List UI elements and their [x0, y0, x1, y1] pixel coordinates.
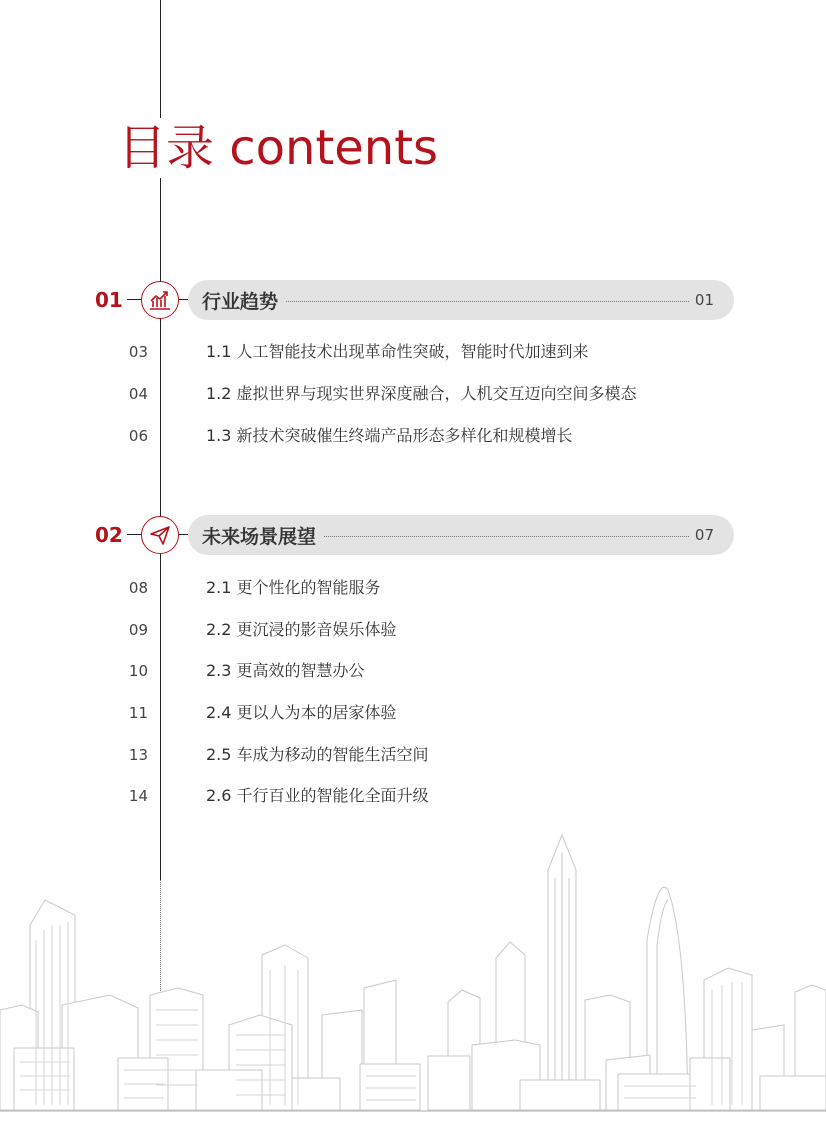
connector-line	[179, 299, 188, 300]
city-skyline-illustration	[0, 830, 826, 1122]
toc-item-text: 2.1 更个性化的智能服务	[206, 578, 381, 597]
toc-item[interactable]	[0, 618, 826, 642]
toc-item[interactable]	[0, 424, 826, 448]
toc-item-page: 09	[128, 621, 148, 639]
toc-item-text: 1.2 虚拟世界与现实世界深度融合，人机交互迈向空间多模态	[206, 384, 637, 403]
section-header[interactable]	[188, 515, 734, 555]
connector-line	[127, 534, 141, 535]
toc-item-page: 08	[128, 579, 148, 597]
page-title: 目录 contents	[118, 118, 444, 178]
section-number: 01	[95, 288, 123, 312]
section-page: 07	[694, 526, 714, 544]
toc-item-text: 2.5 车成为移动的智能生活空间	[206, 745, 429, 764]
toc-item-text: 2.4 更以人为本的居家体验	[206, 703, 397, 722]
section-title: 未来场景展望	[202, 525, 317, 548]
toc-item[interactable]	[0, 340, 826, 364]
toc-item-page: 10	[128, 662, 148, 680]
toc-item[interactable]	[0, 743, 826, 767]
connector-line	[179, 534, 188, 535]
toc-item[interactable]	[0, 659, 826, 683]
toc-item-text: 2.6 千行百业的智能化全面升级	[206, 786, 429, 805]
section-page: 01	[694, 291, 714, 309]
toc-item[interactable]	[0, 382, 826, 406]
section-header[interactable]	[188, 280, 734, 320]
growth-chart-icon	[141, 281, 179, 319]
dotted-leader	[324, 536, 689, 537]
toc-item-text: 1.1 人工智能技术出现革命性突破，智能时代加速到来	[206, 342, 589, 361]
toc-item[interactable]	[0, 701, 826, 725]
toc-item-page: 11	[128, 704, 148, 722]
dotted-leader	[286, 301, 689, 302]
toc-item-page: 06	[128, 427, 148, 445]
section-title: 行业趋势	[202, 290, 279, 313]
toc-item[interactable]	[0, 576, 826, 600]
connector-line	[127, 299, 141, 300]
paper-plane-icon	[141, 516, 179, 554]
toc-item[interactable]	[0, 784, 826, 808]
toc-item-text: 1.3 新技术突破催生终端产品形态多样化和规模增长	[206, 426, 573, 445]
toc-item-page: 03	[128, 343, 148, 361]
toc-item-text: 2.3 更高效的智慧办公	[206, 661, 365, 680]
toc-item-page: 13	[128, 746, 148, 764]
toc-item-page: 04	[128, 385, 148, 403]
toc-item-text: 2.2 更沉浸的影音娱乐体验	[206, 620, 397, 639]
toc-item-page: 14	[128, 787, 148, 805]
section-number: 02	[95, 523, 123, 547]
